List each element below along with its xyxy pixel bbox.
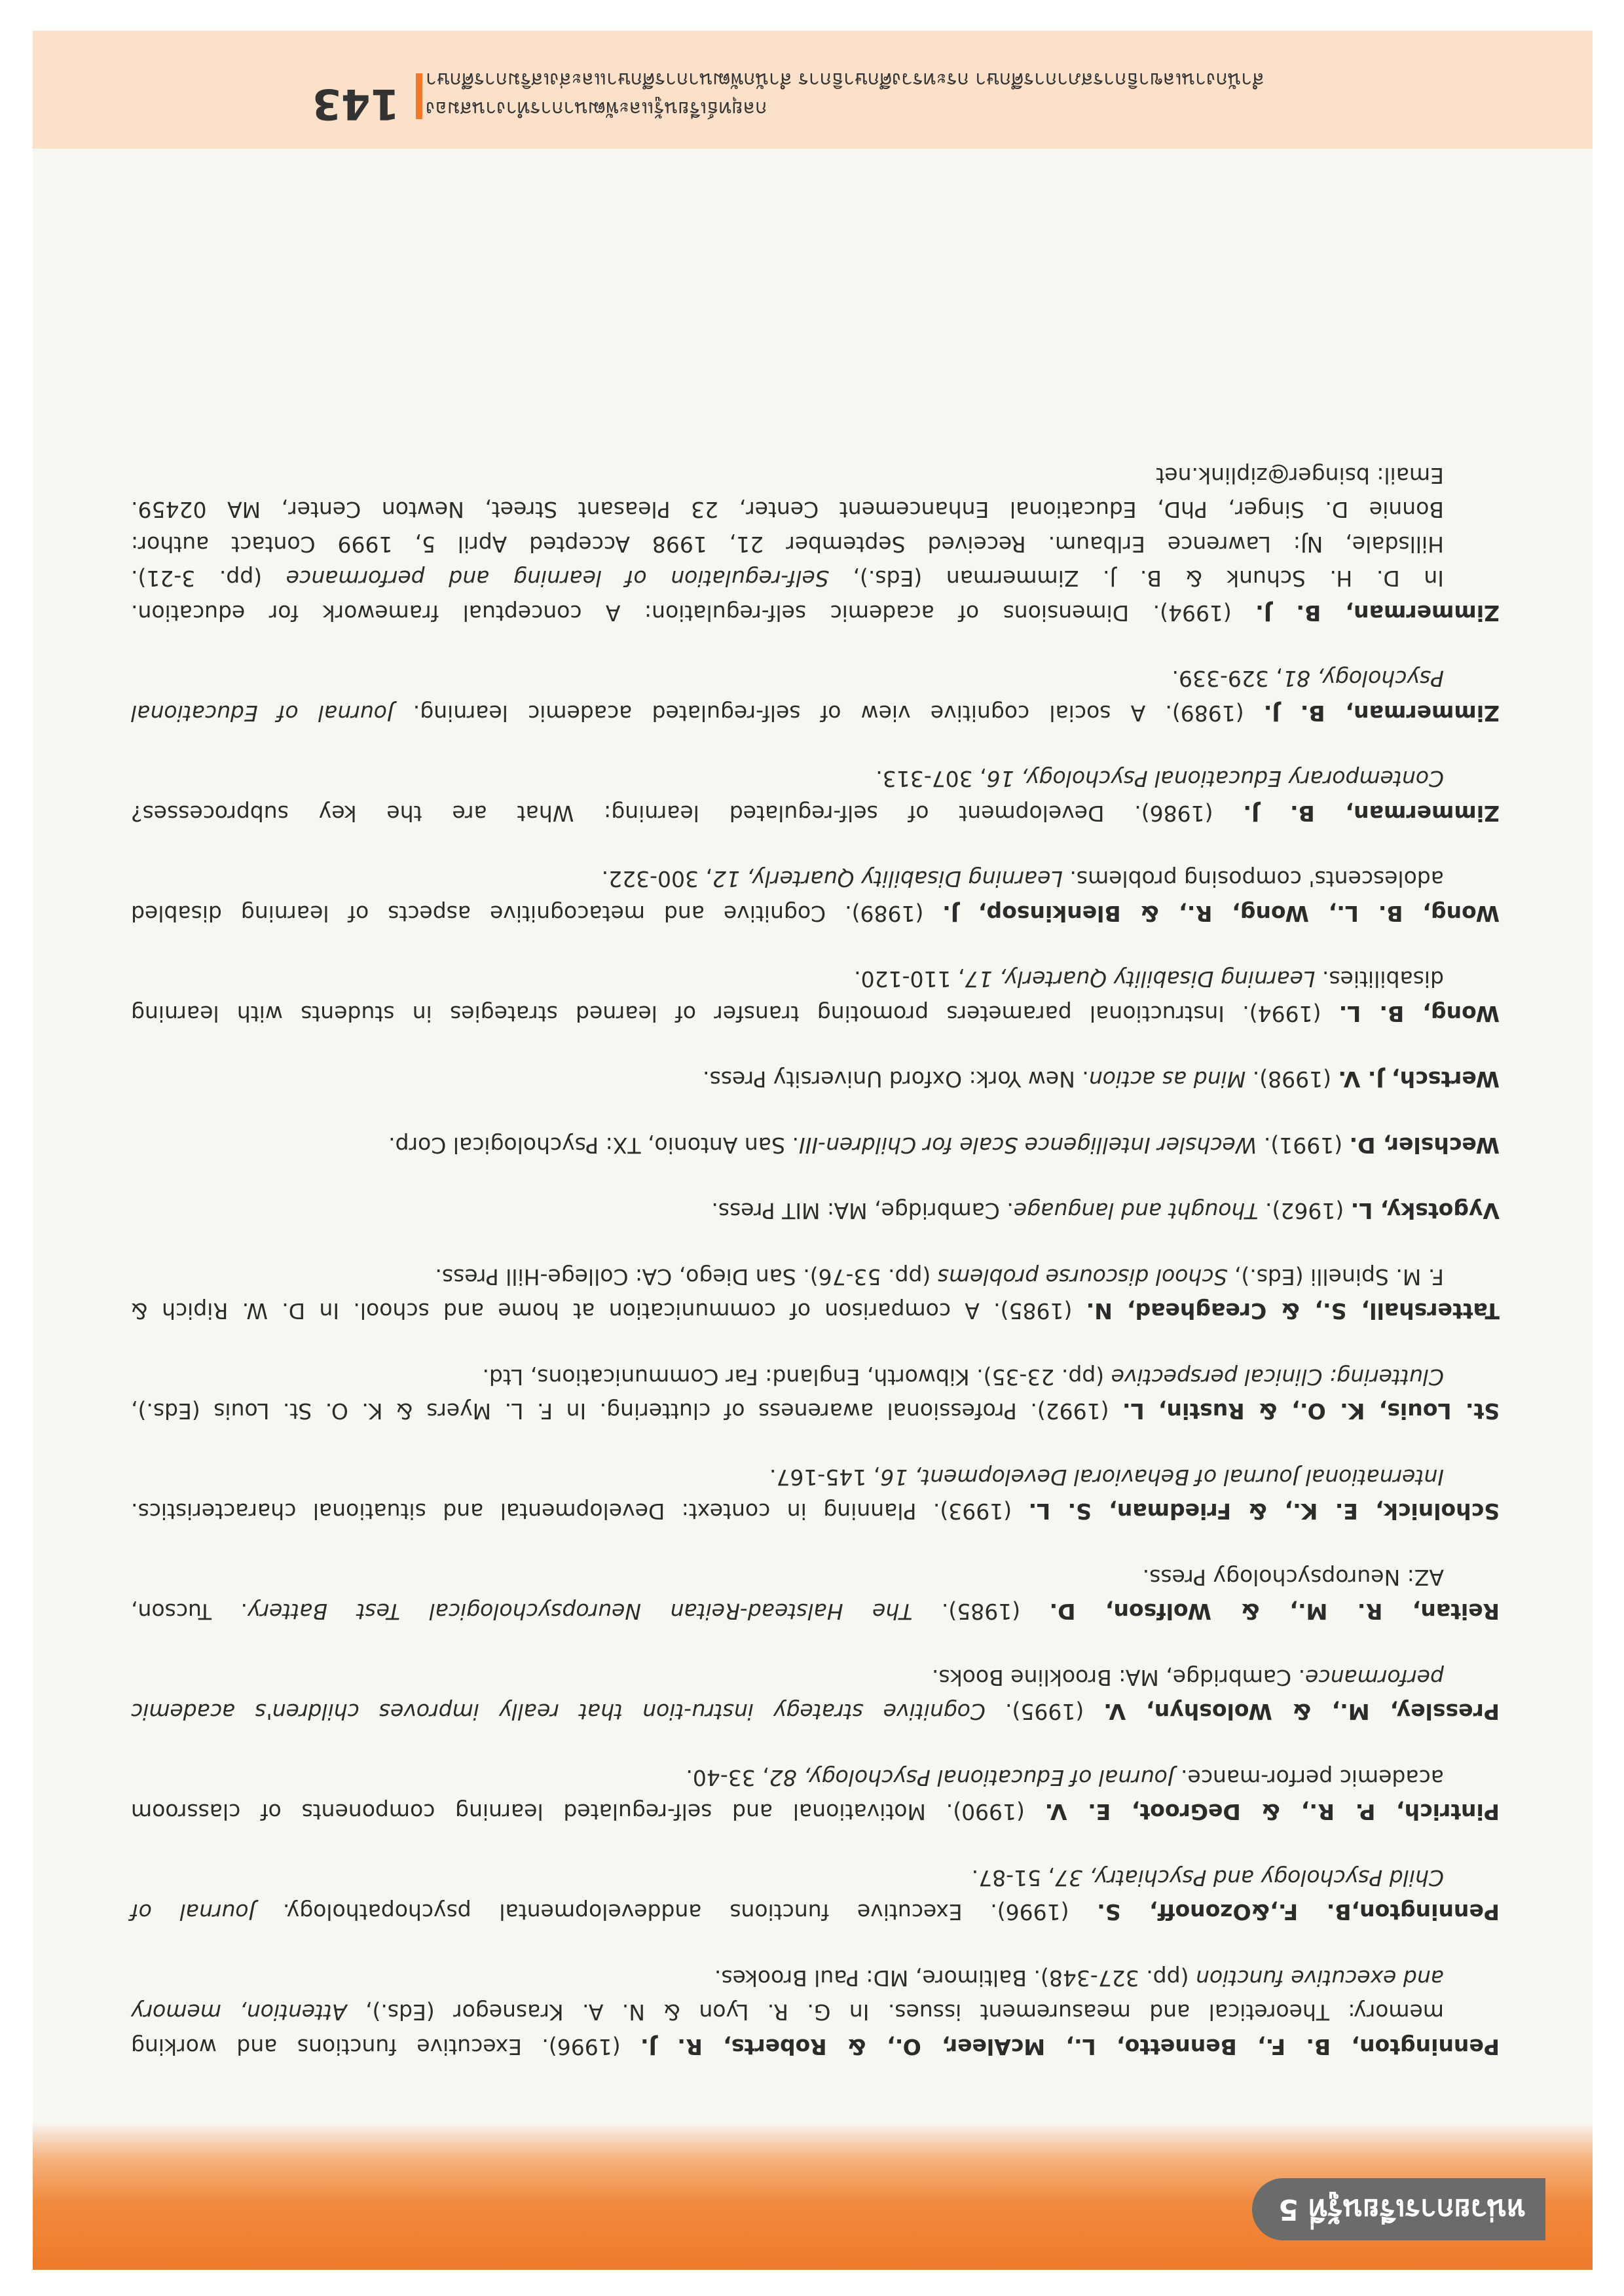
reference-authors: Pressley, M., & Woloshyn, V. xyxy=(1103,1699,1500,1725)
reference-entry xyxy=(131,962,1500,1030)
reference-italic-title: Journal of Educational Psychology, 82 xyxy=(769,1765,1174,1791)
reference-authors: Pintrich, P. R., & DeGroot, E. V. xyxy=(1044,1799,1500,1825)
reference-text: (1993). Planning in context: Developmental and situational characteristics. xyxy=(131,1499,1029,1525)
reference-text: (1989). Cognitive and metacognitive aspects of learning disabled xyxy=(131,901,943,926)
reference-line xyxy=(131,492,1500,527)
reference-italic-title: Mind as action xyxy=(1088,1066,1246,1093)
chapter-label: หน่วยการเรียนรู้ที่ 5 xyxy=(1278,2193,1526,2226)
reference-text: , 145-167. xyxy=(769,1465,881,1490)
reference-authors: St. Louis, K. O., & Rustin, L. xyxy=(1122,1398,1500,1425)
reference-italic-title: International Journal of Behavioral Development, 16 xyxy=(880,1465,1444,1490)
reference-line xyxy=(131,1560,1500,1595)
reference-text: (1962). xyxy=(1258,1198,1351,1224)
reference-line xyxy=(131,862,1500,896)
reference-line xyxy=(131,1660,1500,1695)
reference-italic-title: Contemporary Educational Psychology, 16 xyxy=(986,766,1444,792)
reference-line xyxy=(131,661,1500,696)
reference-authors: Reitan, R. M., & Wolfson, D. xyxy=(1049,1599,1500,1625)
reference-italic-title: Cluttering: Clinical perspective xyxy=(1111,1364,1444,1390)
reference-text: (1985). A comparison of communication at home and school. In D. W. Ripich & xyxy=(131,1298,1086,1324)
reference-text: (1992). Professional awareness of cluttering. In F. L. Myers & K. O. St. Louis (Eds.), xyxy=(131,1398,1122,1425)
reference-line xyxy=(131,1394,1500,1429)
reference-authors: Wechsler, D. xyxy=(1349,1133,1500,1158)
reference-line xyxy=(131,962,1500,996)
reference-line xyxy=(131,1694,1500,1729)
reference-text: . Cambridge, MA: MIT Press. xyxy=(711,1198,1014,1224)
reference-text: AZ: Neuropsychology Press. xyxy=(1142,1565,1444,1590)
footer-publisher: สำนักงานเลขาธิการสภาการศึกษา กระทรวงศึกษาธิการ สำนักพัฒนาการศึกษาและส่งเสริมการศึกษา xyxy=(426,68,1264,91)
reference-text: memory: Theoretical and measurement issues. In G. R. Lyon & N. A. Krasnegor (Eds.), xyxy=(346,1999,1444,2026)
reference-text: (1990). Motivational and self-regulated learning components of classroom xyxy=(131,1799,1045,1825)
reference-text: (1989). A social cognitive view of self-regulated academic learning. xyxy=(393,701,1264,726)
reference-text: (1998). xyxy=(1246,1066,1338,1093)
reference-italic-title: The Halstead-Reitan Neuropsychological Test Battery xyxy=(247,1599,913,1625)
reference-text: . Cambridge, MA: Brookline Books. xyxy=(931,1665,1306,1690)
reference-entry xyxy=(131,1660,1500,1729)
reference-italic-title: performance xyxy=(1305,1665,1444,1690)
reference-text: , 110-120. xyxy=(854,966,965,993)
reference-entry xyxy=(131,1560,1500,1629)
reference-entry xyxy=(131,1128,1500,1163)
reference-line xyxy=(131,761,1500,796)
reference-text: . Tucson, xyxy=(131,1599,248,1625)
reference-line xyxy=(131,1895,1500,1929)
reference-text: adolescents' composing problems. xyxy=(1062,866,1444,892)
reference-line xyxy=(131,796,1500,831)
reference-text: (pp. 23-35). Kibworth, England: Far Communications, Ltd. xyxy=(482,1364,1111,1390)
reference-entry xyxy=(131,458,1500,630)
footer-divider xyxy=(416,73,422,119)
reference-italic-title: Psychology, 81 xyxy=(1282,666,1444,692)
reference-italic-title: Thought and language xyxy=(1013,1198,1259,1224)
reference-italic-title: Learning Disability Quarterly, 17 xyxy=(965,966,1316,993)
reference-entry xyxy=(131,1062,1500,1097)
reference-authors: Scholnick, E. K., & Friedman, S. L. xyxy=(1028,1499,1500,1525)
reference-line xyxy=(131,1062,1500,1097)
reference-line xyxy=(131,1494,1500,1529)
reference-text: disabilities. xyxy=(1315,966,1444,993)
reference-line xyxy=(131,596,1500,630)
chapter-tab xyxy=(1252,2178,1545,2240)
reference-text: (1996). Executive functions anddevelopmental psychopathology. xyxy=(255,1899,1098,1925)
reference-italic-title: Self-regulation of learning and performance xyxy=(286,566,829,592)
reference-entry xyxy=(131,1961,1500,2064)
reference-italic-title: Child Psychology and Psychiatry, 37 xyxy=(1054,1865,1444,1891)
reference-entry xyxy=(131,1260,1500,1328)
reference-italic-title: and executive function xyxy=(1195,1965,1444,1991)
reference-line xyxy=(131,1360,1500,1394)
reference-line xyxy=(131,996,1500,1031)
reference-text: (1995). xyxy=(985,1699,1104,1725)
reference-line xyxy=(131,1194,1500,1228)
reference-line xyxy=(131,896,1500,931)
reference-authors: Pennington,B. F.,&Ozonoff, S. xyxy=(1097,1899,1500,1925)
reference-line xyxy=(131,1460,1500,1495)
reference-text: Bonnie D. Singer, PhD, Educational Enhancement Center, 23 Pleasant Street, Newton Center, MA 02459. xyxy=(131,497,1444,523)
reference-text: . San Antonio, TX: Psychological Corp. xyxy=(388,1133,799,1158)
reference-authors: Zimmerman, B. J. xyxy=(1255,600,1500,626)
reference-line xyxy=(131,1128,1500,1163)
reference-authors: Zimmerman, B. J. xyxy=(1243,801,1500,826)
reference-text: , 307-313. xyxy=(876,766,987,792)
reference-authors: Tattershall, S., & Creaghead, N. xyxy=(1086,1298,1500,1324)
reference-italic-title: Journal of xyxy=(131,1899,255,1925)
reference-text: (1996). Executive functions and working xyxy=(131,2034,641,2060)
reference-authors: Wertsch, J. V. xyxy=(1338,1066,1500,1093)
reference-line xyxy=(131,527,1500,562)
reference-text: In D. H. Schunk & B. J. Zimmerman (Eds.), xyxy=(828,566,1444,592)
reference-italic-title: School discourse problems xyxy=(937,1264,1228,1290)
reference-text: (1986). Development of self-regulated learning: What are the key subprocesses? xyxy=(130,801,1244,826)
reference-authors: Zimmerman, B. J. xyxy=(1263,701,1500,726)
reference-line xyxy=(131,1294,1500,1328)
reference-line xyxy=(131,1995,1500,2030)
reference-text: Hillsdale, NJ: Lawrence Erlbaum. Received September 21, 1998 Accepted April 5, 1999 Contact author: xyxy=(131,532,1444,557)
reference-text: F. M. Spinelli (Eds.), xyxy=(1227,1264,1444,1290)
reference-text: (1985). xyxy=(912,1599,1050,1625)
reference-italic-title: Cognitive strategy instru-tion that really improves children's academic xyxy=(130,1699,986,1725)
reference-line xyxy=(131,1594,1500,1629)
reference-italic-title: Attention, memory xyxy=(130,1999,347,2026)
reference-line xyxy=(131,2030,1500,2064)
reference-line xyxy=(131,1861,1500,1895)
page-number: 143 xyxy=(312,79,399,128)
footer-series-title: กลยุทธ์เรียนรู้และพัฒนาการทำงานสมอง xyxy=(426,97,767,120)
reference-text: , 51-87. xyxy=(971,1865,1055,1891)
reference-line xyxy=(131,1260,1500,1294)
reference-text: (1994). Instructional parameters promoting transfer of learned strategies in students with learning xyxy=(131,1001,1339,1027)
reference-text: . New York: Oxford University Press. xyxy=(703,1066,1089,1093)
reference-italic-title: Wechsler Intelligence Scale for Children-III xyxy=(798,1133,1257,1158)
reference-entry xyxy=(131,661,1500,730)
reference-entry xyxy=(131,761,1500,830)
reference-text: (pp. 327-348). Baltimore, MD: Paul Brookes. xyxy=(714,1965,1196,1991)
reference-line xyxy=(131,696,1500,731)
reference-line xyxy=(131,1760,1500,1795)
reference-entry xyxy=(131,1194,1500,1228)
reference-line xyxy=(131,1961,1500,1995)
reference-text: (1991). xyxy=(1257,1133,1350,1158)
reference-authors: Vygotsky, L. xyxy=(1350,1198,1500,1224)
reference-entry xyxy=(131,1760,1500,1829)
reference-text: (1994). Dimensions of academic self-regulation: A conceptual framework for education. xyxy=(131,600,1256,626)
reference-entry xyxy=(131,1861,1500,1929)
reference-entry xyxy=(131,1460,1500,1529)
reference-authors: Wong, B. L., Wong, R., & Blenkinsop, J. xyxy=(942,901,1500,926)
reference-text: (pp. 3-21). xyxy=(130,566,286,592)
reference-text: academic perfor-mance. xyxy=(1173,1765,1444,1791)
reference-authors: Pennington, B. F., Bennetto, L., McAleer, O., & Roberts, R. J. xyxy=(640,2034,1500,2060)
reference-text: , 300-322. xyxy=(601,866,712,892)
reference-line xyxy=(131,561,1500,596)
reference-italic-title: Learning Disability Quarterly, 12 xyxy=(712,866,1063,892)
reference-list xyxy=(131,458,1500,2064)
reference-text: , 33-40. xyxy=(686,1765,769,1791)
reference-line xyxy=(131,1795,1500,1829)
reference-italic-title: Journal of Educational xyxy=(131,701,394,726)
reference-text: (pp. 53-76). San Diego, CA: College-Hill Press. xyxy=(435,1264,938,1290)
reference-text: , 329-339. xyxy=(1172,666,1283,692)
reference-entry xyxy=(131,1360,1500,1429)
reference-line xyxy=(131,458,1500,493)
reference-authors: Wong, B. L. xyxy=(1338,1001,1500,1027)
reference-entry xyxy=(131,862,1500,930)
reference-text: Email: bsinger@ziplink.net xyxy=(1156,463,1444,488)
